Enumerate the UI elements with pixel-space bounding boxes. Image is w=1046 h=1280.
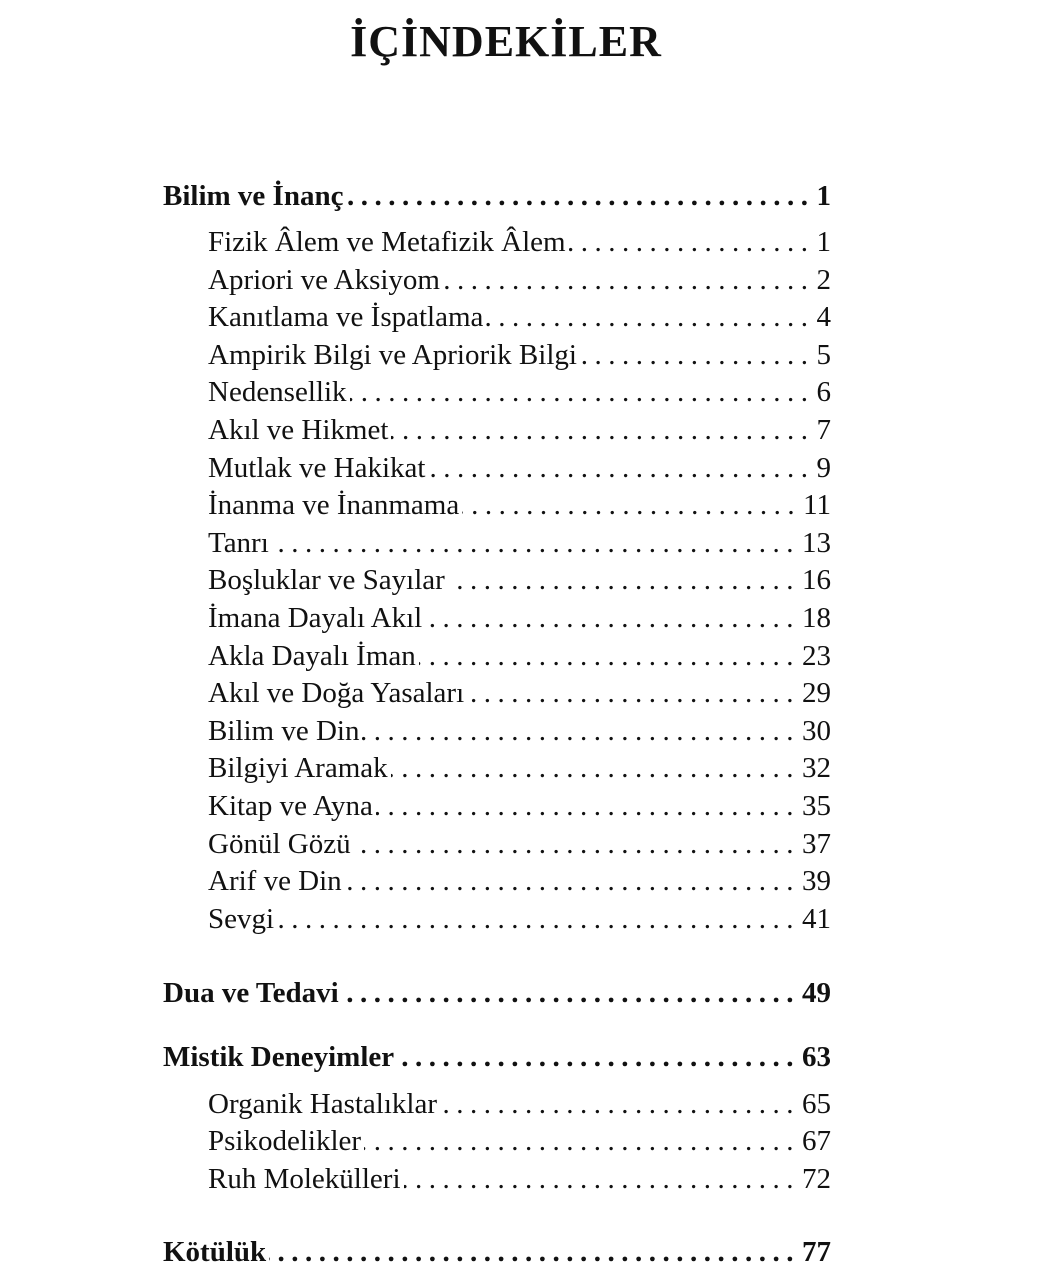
toc-page-number: 30	[802, 715, 831, 747]
toc-entry[interactable]	[163, 298, 831, 336]
dot-leader	[376, 787, 800, 825]
toc-section-label: Mistik Deneyimler	[163, 1041, 395, 1073]
toc-page-number: 63	[802, 1041, 831, 1073]
toc-section-label: Bilim ve İnanç	[163, 180, 344, 212]
toc-page-number: 4	[816, 301, 831, 333]
toc-section-bilim-ve-inanc[interactable]	[163, 176, 831, 216]
toc-page-number: 1	[816, 180, 831, 212]
dot-leader	[419, 637, 800, 675]
toc-entry[interactable]	[163, 1085, 831, 1123]
toc-entry-label: Ampirik Bilgi ve Apriorik Bilgi	[208, 339, 577, 371]
toc-page-number: 5	[816, 339, 831, 371]
toc-entry-label: Ruh Molekülleri	[208, 1163, 401, 1195]
dot-leader	[425, 599, 800, 637]
toc-page-number: 1	[816, 226, 831, 258]
dot-leader	[440, 1085, 800, 1123]
toc-section-kotuluk[interactable]	[163, 1232, 831, 1272]
page-title: İÇİNDEKİLER	[350, 17, 662, 66]
toc-entry-label: Akla Dayalı İman	[208, 640, 416, 672]
toc-entry[interactable]	[163, 411, 831, 449]
toc-entry[interactable]	[163, 524, 831, 562]
toc-entry[interactable]	[163, 261, 831, 299]
toc-entry[interactable]	[163, 373, 831, 411]
toc-entry[interactable]	[163, 637, 831, 675]
dot-leader	[569, 223, 815, 261]
dot-leader	[362, 712, 800, 750]
toc-entry[interactable]	[163, 599, 831, 637]
toc-page-number: 9	[816, 452, 831, 484]
toc-entry-label: Akıl ve Doğa Yasaları	[208, 677, 465, 709]
toc-entry[interactable]	[163, 712, 831, 750]
toc-entry[interactable]	[163, 900, 831, 938]
toc-entry-label: Mutlak ve Hakikat	[208, 452, 426, 484]
toc-page-number: 41	[802, 903, 831, 935]
toc-entry[interactable]	[163, 1160, 831, 1198]
toc-page-number: 6	[816, 376, 831, 408]
dot-leader	[391, 411, 814, 449]
toc-section-label: Dua ve Tedavi	[163, 977, 339, 1009]
toc-entry-label: Boşluklar ve Sayılar	[208, 564, 445, 596]
toc-entry-label: Kitap ve Ayna	[208, 790, 373, 822]
toc-page-number: 32	[802, 752, 831, 784]
toc-page-number: 11	[803, 489, 831, 521]
toc-page-number: 65	[802, 1088, 831, 1120]
toc-page-number: 39	[802, 865, 831, 897]
dot-leader	[397, 1037, 800, 1077]
toc-page-number: 37	[802, 828, 831, 860]
toc-entry-label: Tanrı	[208, 527, 269, 559]
toc-entry-label: Bilgiyi Aramak	[208, 752, 388, 784]
dot-leader	[350, 373, 815, 411]
toc-entry[interactable]	[163, 862, 831, 900]
toc-entry-label: Sevgi	[208, 903, 275, 935]
toc-page-number: 16	[802, 564, 831, 596]
toc-entry[interactable]	[163, 674, 831, 712]
toc-entry-label: Bilim ve Din	[208, 715, 360, 747]
toc-entry-label: İmana Dayalı Akıl	[208, 602, 423, 634]
toc-entry-label: Gönül Gözü	[208, 828, 351, 860]
toc-entry[interactable]	[163, 1122, 831, 1160]
dot-leader	[428, 449, 814, 487]
toc-entry[interactable]	[163, 486, 831, 524]
toc-page-number: 18	[802, 602, 831, 634]
toc-page-number: 23	[802, 640, 831, 672]
dot-leader	[272, 524, 800, 562]
toc-page-number: 2	[816, 264, 831, 296]
toc-entry[interactable]	[163, 825, 831, 863]
toc-page-number: 72	[802, 1163, 831, 1195]
toc-entry[interactable]	[163, 223, 831, 261]
dot-leader	[462, 486, 801, 524]
dot-leader	[342, 973, 800, 1013]
dot-leader	[364, 1122, 800, 1160]
dot-leader	[346, 176, 814, 216]
toc-page-number: 35	[802, 790, 831, 822]
dot-leader	[269, 1232, 800, 1272]
toc-page-number: 67	[802, 1125, 831, 1157]
dot-leader	[277, 900, 800, 938]
dot-leader	[443, 261, 815, 299]
toc-section-mistik-deneyimler[interactable]	[163, 1037, 831, 1077]
toc-entry-label: Akıl ve Hikmet	[208, 414, 389, 446]
dot-leader	[391, 749, 800, 787]
toc-entry-label: Psikodelikler	[208, 1125, 362, 1157]
toc-entry[interactable]	[163, 336, 831, 374]
toc-entry-label: Kanıtlama ve İspatlama	[208, 301, 484, 333]
toc-entry-label: Apriori ve Aksiyom	[208, 264, 440, 296]
dot-leader	[354, 825, 800, 863]
dot-leader	[404, 1160, 800, 1198]
toc-entry-label: Arif ve Din	[208, 865, 342, 897]
toc-entry[interactable]	[163, 449, 831, 487]
toc-entry[interactable]	[163, 787, 831, 825]
toc-page-number: 49	[802, 977, 831, 1009]
toc-page-number: 29	[802, 677, 831, 709]
toc-entry[interactable]	[163, 749, 831, 787]
toc-page-number: 77	[802, 1236, 831, 1268]
toc-page-number: 13	[802, 527, 831, 559]
toc-section-dua-ve-tedavi[interactable]	[163, 973, 831, 1013]
dot-leader	[580, 336, 815, 374]
toc-section-label: Kötülük	[163, 1236, 267, 1268]
dot-leader	[486, 298, 814, 336]
dot-leader	[467, 674, 800, 712]
toc-entry-label: Fizik Âlem ve Metafizik Âlem	[208, 226, 566, 258]
toc-page-number: 7	[816, 414, 831, 446]
toc-entry-label: Nedensellik	[208, 376, 347, 408]
dot-leader	[345, 862, 800, 900]
toc-entry-label: İnanma ve İnanmama	[208, 489, 460, 521]
toc-entry[interactable]	[163, 561, 831, 599]
dot-leader	[448, 561, 800, 599]
toc-entry-label: Organik Hastalıklar	[208, 1088, 437, 1120]
